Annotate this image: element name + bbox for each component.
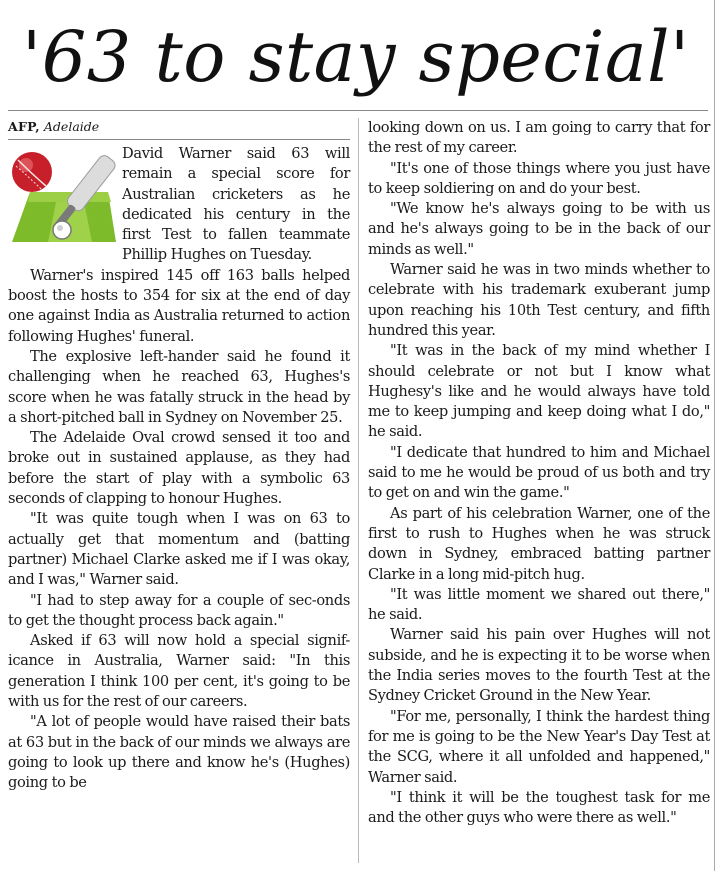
byline-agency: AFP, <box>8 119 40 134</box>
paragraph: Warner said his pain over Hughes will not subside, and he is expecting it to be worse when the India series moves to the fourth Test at the Sydney Cricket Ground in the New Year. <box>368 626 710 705</box>
byline-place: Adelaide <box>43 119 100 134</box>
column-divider <box>358 118 359 863</box>
paragraph: The Adelaide Oval crowd sensed it too and broke out in sustained applause, as they had before the start of play with a symbolic 63 seconds of clapping to honour Hughes. <box>8 429 350 508</box>
article-column-left <box>8 118 350 794</box>
paragraph: looking down on us. I am going to carry that for the rest of my career. <box>368 119 710 157</box>
paragraph: Asked if 63 will now hold a special signif-icance in Australia, Warner said: "In this generation I think 100 per cent, it's going to be with us for the rest of our careers. <box>8 632 350 711</box>
cricket-ball-bat-stumps-icon <box>8 146 118 254</box>
paragraph: "For me, personally, I think the hardest thing for me is going to be the New Year's Day Test at the SCG, where it all unfolded and happened," Warner said. <box>368 707 710 786</box>
paragraph: "I had to step away for a couple of sec-onds to get the thought process back again." <box>8 591 350 629</box>
paragraph: Warner's inspired 145 off 163 balls helped boost the hosts to 354 for six at the end of day one against India as Australia returned to action following Hughes' funeral. <box>8 266 350 345</box>
paragraph: Warner said he was in two minds whether to celebrate with his trademark exuberant jump upon reaching his 10th Test century, and fifth hundred this year. <box>368 261 710 339</box>
paragraph: "It was little moment we shared out there," he said. <box>368 585 710 624</box>
paragraph: David Warner said 63 will remain a special score for Australian cricketers as he dedicated his century in the first Test to fallen teammate Phillip Hughes on Tuesday. <box>122 145 350 264</box>
article-column-right <box>368 118 710 828</box>
paragraph: "I dedicate that hundred to him and Michael said to me he would be proud of us both and try to get on and win the game." <box>368 443 710 502</box>
paragraph: As part of his celebration Warner, one of the first to rush to Hughes when he was struck down in Sydney, embraced batting partner Clarke in a long mid-pitch hug. <box>368 504 710 583</box>
paragraph: "It was quite tough when I was on 63 to actually get that momentum and (batting partner) Michael Clarke asked me if I was okay, and I was," Warner said. <box>8 510 350 589</box>
paragraph: "It's one of those things where you just have to keep soldiering on and do your best. <box>368 159 710 197</box>
paragraph: "A lot of people would have raised their bats at 63 but in the back of our minds we always are going to look up there and know he's (Hughes) going to be <box>8 713 350 792</box>
paragraph: "We know he's always going to be with us and he's always going to be in the back of our minds as well." <box>368 200 710 258</box>
byline <box>8 118 350 140</box>
headline-rule <box>8 110 708 111</box>
paragraph: "It was in the back of my mind whether I should celebrate or not but I know what Hughesy's like and he would always have told me to keep jumping and keep doing what I do," he said. <box>368 342 710 441</box>
paragraph: The explosive left-hander said he found it challenging when he reached 63, Hughes's score when he was fatally struck in the head by a short-pitched ball in Sydney on November 25. <box>8 347 350 426</box>
page-edge-rule <box>714 0 715 871</box>
paragraph: "I think it will be the toughest task for me and the other guys who were there as well." <box>368 788 710 827</box>
headline: '63 to stay special' <box>22 16 690 98</box>
